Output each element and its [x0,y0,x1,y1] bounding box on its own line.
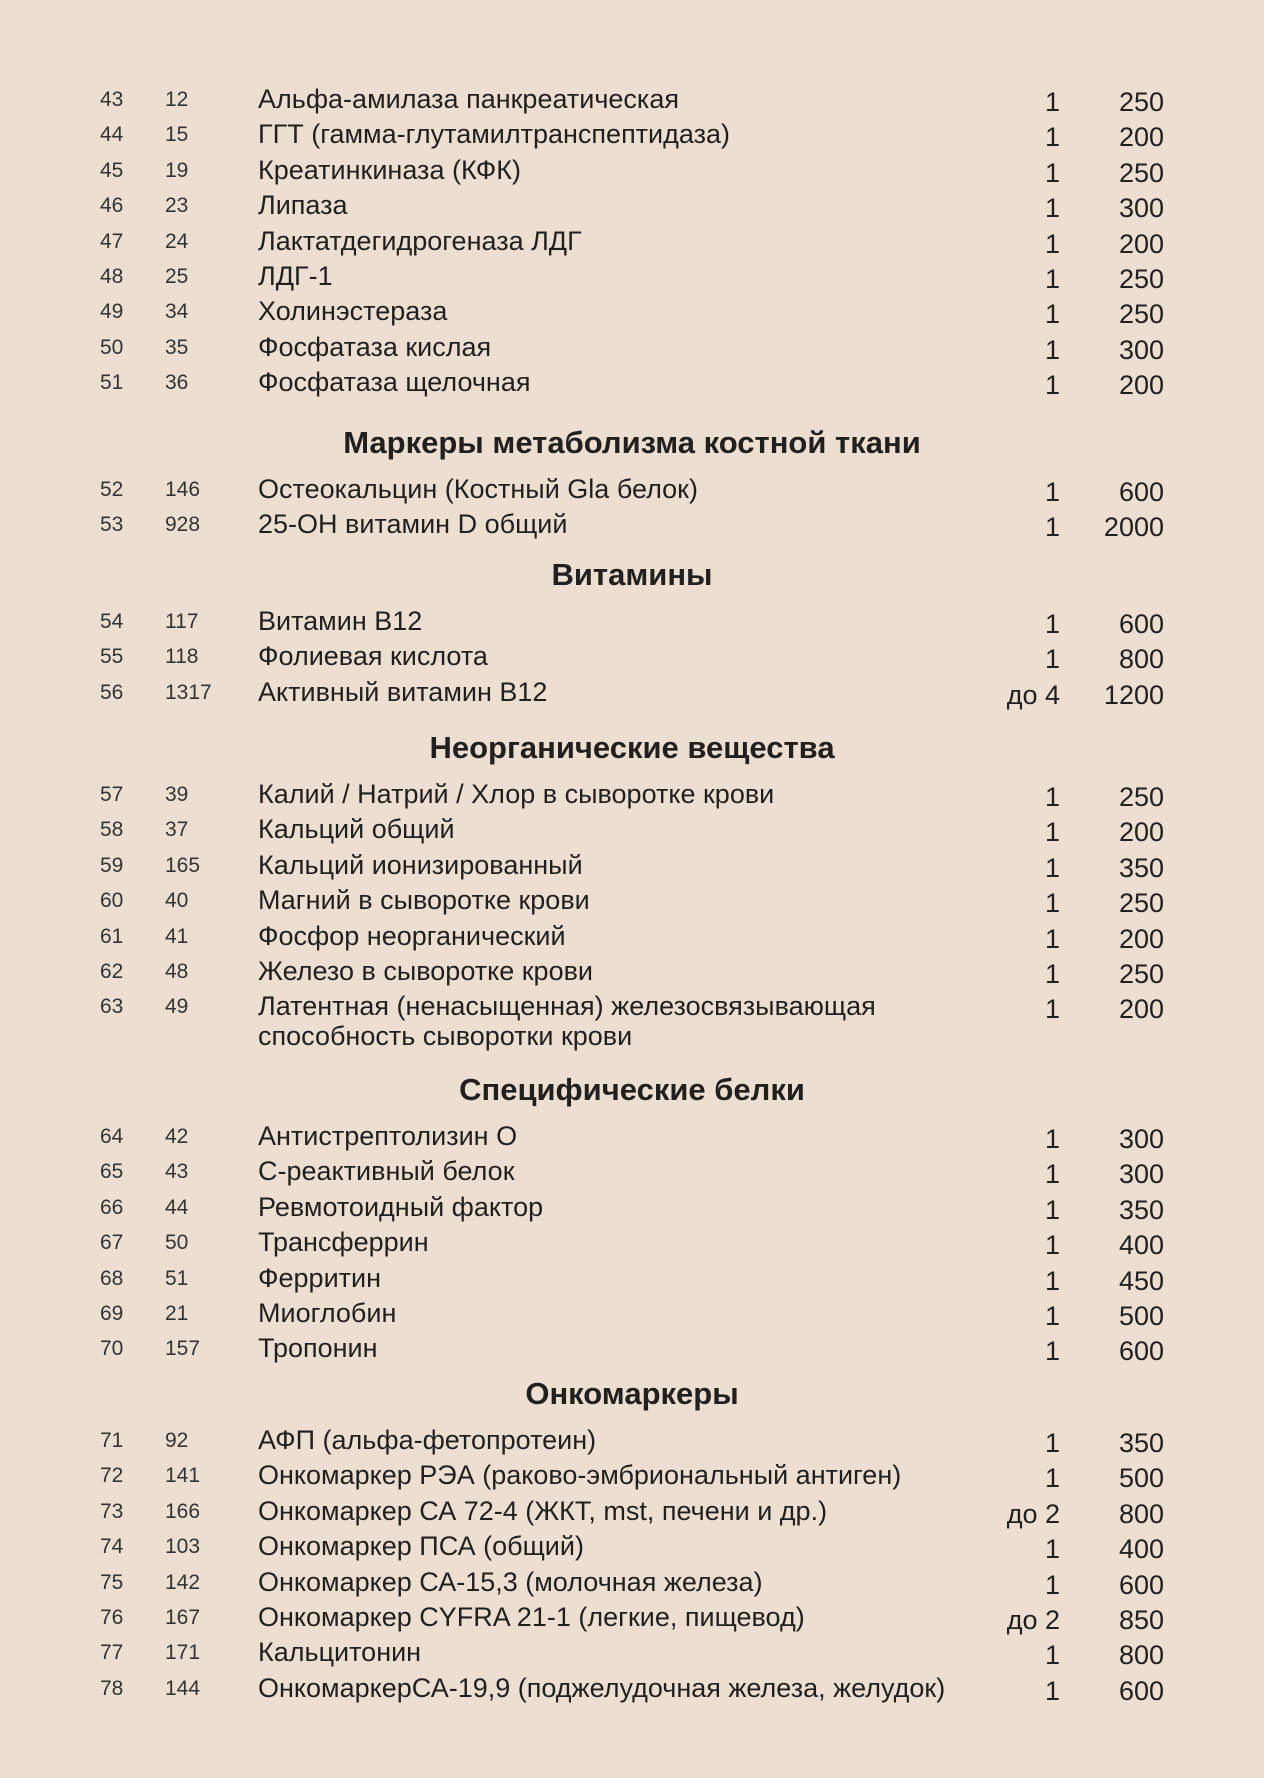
test-code: 146 [165,478,201,501]
test-code: 24 [165,229,189,253]
section-title-bone-markers: Маркеры метаболизма костной ткани [343,425,921,460]
duration-days: 1 [1044,1194,1060,1225]
table-row [0,1635,1264,1670]
test-code: 21 [165,1301,189,1325]
duration-days: 1 [1044,1300,1060,1331]
duration-days: 1 [1044,228,1060,259]
duration-days: 1 [1044,1159,1060,1190]
table-row [0,883,1264,918]
price: 1200 [1103,679,1164,710]
row-number: 70 [100,1337,124,1361]
table-row [0,188,1264,223]
duration-days: 1 [1044,299,1060,330]
test-name: Липаза [258,190,348,221]
test-name: Онкомаркер CYFRA 21-1 (легкие, пищевод) [258,1601,805,1632]
price: 300 [1118,193,1164,224]
test-name: ЛДГ-1 [258,260,333,291]
duration-days: 1 [1044,923,1060,954]
table-row [0,1565,1264,1600]
price: 200 [1118,228,1164,259]
row-number: 43 [100,88,124,111]
row-number: 56 [100,680,124,704]
price: 500 [1118,1463,1164,1494]
test-name: Железо в сыворотке крови [258,955,594,986]
price: 300 [1118,1124,1164,1154]
price: 600 [1118,1569,1164,1600]
table-row [0,1331,1264,1366]
price: 250 [1118,299,1164,330]
test-code: 40 [165,889,189,913]
table-row [0,294,1264,329]
duration-days: 1 [1044,782,1060,812]
table-row [0,848,1264,883]
price: 350 [1118,1194,1164,1225]
group-oncomarkers [0,1423,1264,1706]
test-name: Активный витамин B12 [258,676,548,707]
row-number: 71 [100,1429,124,1452]
duration-days: 1 [1044,1675,1060,1706]
test-code: 23 [165,194,189,218]
price: 250 [1118,958,1164,989]
duration-days: 1 [1044,1124,1060,1154]
table-row [0,777,1264,812]
duration-days: 1 [1044,1265,1060,1296]
duration-days: 1 [1044,1428,1060,1458]
row-number: 64 [100,1125,124,1148]
test-name: Антистрептолизин О [258,1121,518,1151]
duration-days: 1 [1044,512,1060,543]
price: 250 [1118,782,1164,812]
test-code: 41 [165,924,189,948]
table-row [0,1296,1264,1331]
duration-days: 1 [1044,157,1060,188]
test-name: Витамин B12 [258,606,423,636]
test-code: 50 [165,1231,189,1255]
duration-days: 1 [1044,817,1060,848]
duration-days: 1 [1044,1534,1060,1565]
price: 800 [1118,1498,1164,1529]
table-row [0,639,1264,674]
test-name: Креатинкиназа (КФК) [258,154,521,185]
section-title-inorganic: Неорганические вещества [429,730,835,765]
test-name: Холинэстераза [258,296,448,327]
table-row [0,117,1264,152]
section-title-specific-proteins: Специфические белки [459,1072,805,1107]
test-name: ОнкомаркерСА-19,9 (поджелудочная железа, желудок) [258,1672,946,1703]
test-code: 928 [165,513,201,537]
price: 500 [1118,1300,1164,1331]
price: 600 [1118,477,1164,507]
test-name: Тропонин [258,1333,378,1364]
duration-days: 1 [1044,370,1060,401]
section-title-vitamins: Витамины [551,557,713,592]
price: 200 [1118,923,1164,954]
duration-days: 1 [1044,994,1060,1025]
test-code: 12 [165,88,189,111]
duration-days: 1 [1044,1463,1060,1494]
test-code: 43 [165,1160,189,1184]
price: 450 [1118,1265,1164,1296]
test-code: 144 [165,1676,201,1700]
duration-days: 1 [1044,958,1060,989]
test-name: Фосфатаза щелочная [258,367,531,398]
price: 850 [1118,1604,1164,1635]
duration-days: 1 [1044,334,1060,365]
row-number: 67 [100,1231,124,1255]
duration-days: 1 [1044,193,1060,224]
price: 400 [1118,1534,1164,1565]
row-number: 61 [100,924,124,948]
row-number: 74 [100,1535,124,1559]
test-code: 117 [165,610,199,633]
table-row [0,1190,1264,1225]
duration-days: 1 [1044,1569,1060,1600]
row-number: 78 [100,1676,124,1700]
test-name: Лактатдегидрогеназа ЛДГ [258,225,582,256]
test-code: 36 [165,371,189,395]
test-code: 118 [165,645,199,669]
row-number: 60 [100,889,124,913]
test-code: 49 [165,995,189,1019]
duration-days: 1 [1044,852,1060,883]
row-number: 52 [100,478,124,501]
row-number: 48 [100,264,124,288]
test-code: 157 [165,1337,201,1361]
duration-days: 1 [1044,1640,1060,1671]
table-row [0,153,1264,188]
test-code: 35 [165,335,189,359]
price: 350 [1118,1428,1164,1458]
row-number: 49 [100,300,124,324]
test-code: 51 [165,1266,189,1290]
test-name: 25-ОН витамин D общий [258,509,568,540]
table-row [0,365,1264,400]
table-row [0,1458,1264,1493]
table-row [0,1261,1264,1296]
price: 300 [1118,334,1164,365]
section-title-oncomarkers: Онкомаркеры [525,1376,739,1411]
price: 2000 [1103,512,1164,543]
row-number: 45 [100,158,124,182]
test-name: АФП (альфа-фетопротеин) [258,1425,597,1455]
table-row [0,989,1264,1053]
table-row [0,507,1264,542]
test-name: Фосфор неорганический [258,920,566,951]
test-code: 103 [165,1535,201,1559]
table-row [0,330,1264,365]
test-name: Калий / Натрий / Хлор в сыворотке крови [258,779,775,809]
duration-days: 1 [1044,644,1060,675]
test-code: 171 [165,1641,201,1665]
duration-days: 1 [1044,122,1060,153]
row-number: 76 [100,1605,124,1629]
duration-days: до 4 [1006,679,1060,710]
table-row [0,82,1264,117]
row-number: 62 [100,959,124,983]
row-number: 65 [100,1160,124,1184]
test-name: Кальцитонин [258,1637,422,1668]
test-name: С-реактивный белок [258,1156,515,1187]
row-number: 47 [100,229,124,253]
test-name: Онкомаркер СА 72-4 (ЖКТ, mst, печени и др.) [258,1495,828,1526]
test-code: 34 [165,300,189,324]
test-name: ГГТ (гамма-глутамилтранспептидаза) [258,119,730,150]
test-name: Онкомаркер ПСА (общий) [258,1531,584,1562]
price: 200 [1118,817,1164,848]
price: 800 [1118,644,1164,675]
table-row [0,1423,1264,1458]
test-name: Кальций ионизированный [258,849,583,880]
table-row [0,472,1264,507]
group-specific-proteins [0,1119,1264,1367]
test-code: 42 [165,1125,189,1148]
test-code: 165 [165,853,201,877]
row-number: 73 [100,1499,124,1523]
test-code: 15 [165,123,189,147]
test-code: 39 [165,783,189,806]
table-row [0,812,1264,847]
price: 250 [1118,87,1164,117]
price: 300 [1118,1159,1164,1190]
row-number: 55 [100,645,124,669]
test-name: Фосфатаза кислая [258,331,492,362]
test-name: Латентная (ненасыщенная) железосвязывающая способность сыворотки крови [258,991,876,1052]
test-name: Фолиевая кислота [258,641,488,672]
price: 250 [1118,888,1164,919]
table-row [0,1671,1264,1706]
row-number: 44 [100,123,124,147]
test-code: 1317 [165,680,212,704]
test-name: Альфа-амилаза панкреатическая [258,84,679,114]
table-row [0,954,1264,989]
row-number: 66 [100,1195,124,1219]
duration-days: до 2 [1006,1498,1060,1529]
test-name: Миоглобин [258,1297,397,1328]
table-row [0,604,1264,639]
group-inorganic [0,777,1264,1053]
test-code: 19 [165,158,189,182]
row-number: 68 [100,1266,124,1290]
table-row [0,1119,1264,1154]
test-name: Онкомаркер СА-15,3 (молочная железа) [258,1566,763,1597]
price: 600 [1118,609,1164,639]
test-code: 167 [165,1605,201,1629]
test-name: Ферритин [258,1262,382,1293]
test-name: Онкомаркер РЭА (раково-эмбриональный антиген) [258,1460,902,1491]
test-code: 166 [165,1499,201,1523]
table-row [0,1494,1264,1529]
group-enzymes [0,82,1264,401]
test-name: Магний в сыворотке крови [258,885,590,916]
price: 600 [1118,1675,1164,1706]
test-code: 142 [165,1570,201,1594]
row-number: 46 [100,194,124,218]
price: 350 [1118,852,1164,883]
row-number: 77 [100,1641,124,1665]
table-row [0,675,1264,710]
price: 200 [1118,122,1164,153]
price: 250 [1118,157,1164,188]
table-row [0,224,1264,259]
row-number: 57 [100,783,124,806]
row-number: 72 [100,1464,124,1488]
price: 400 [1118,1230,1164,1261]
test-code: 37 [165,818,189,842]
price: 600 [1118,1336,1164,1367]
group-vitamins [0,604,1264,710]
row-number: 75 [100,1570,124,1594]
price: 250 [1118,263,1164,294]
test-code: 44 [165,1195,189,1219]
table-row [0,1600,1264,1635]
table-row [0,1529,1264,1564]
price: 200 [1118,370,1164,401]
table-row [0,1154,1264,1189]
test-name: Остеокальцин (Костный Gla белок) [258,474,698,504]
row-number: 58 [100,818,124,842]
test-code: 141 [165,1464,201,1488]
table-row [0,259,1264,294]
price: 200 [1118,994,1164,1025]
test-code: 25 [165,264,189,288]
row-number: 54 [100,610,124,633]
table-row [0,1225,1264,1260]
duration-days: 1 [1044,87,1060,117]
row-number: 69 [100,1301,124,1325]
row-number: 50 [100,335,124,359]
duration-days: 1 [1044,263,1060,294]
row-number: 53 [100,513,124,537]
test-name: Ревмотоидный фактор [258,1191,544,1222]
price: 800 [1118,1640,1164,1671]
group-bone-markers [0,472,1264,543]
test-code: 48 [165,959,189,983]
test-code: 92 [165,1429,189,1452]
duration-days: 1 [1044,1230,1060,1261]
table-row [0,919,1264,954]
row-number: 63 [100,995,124,1019]
test-name: Трансферрин [258,1227,429,1258]
duration-days: до 2 [1006,1604,1060,1635]
row-number: 51 [100,371,124,395]
duration-days: 1 [1044,1336,1060,1367]
duration-days: 1 [1044,609,1060,639]
duration-days: 1 [1044,477,1060,507]
test-name: Кальций общий [258,814,455,845]
row-number: 59 [100,853,124,877]
duration-days: 1 [1044,888,1060,919]
